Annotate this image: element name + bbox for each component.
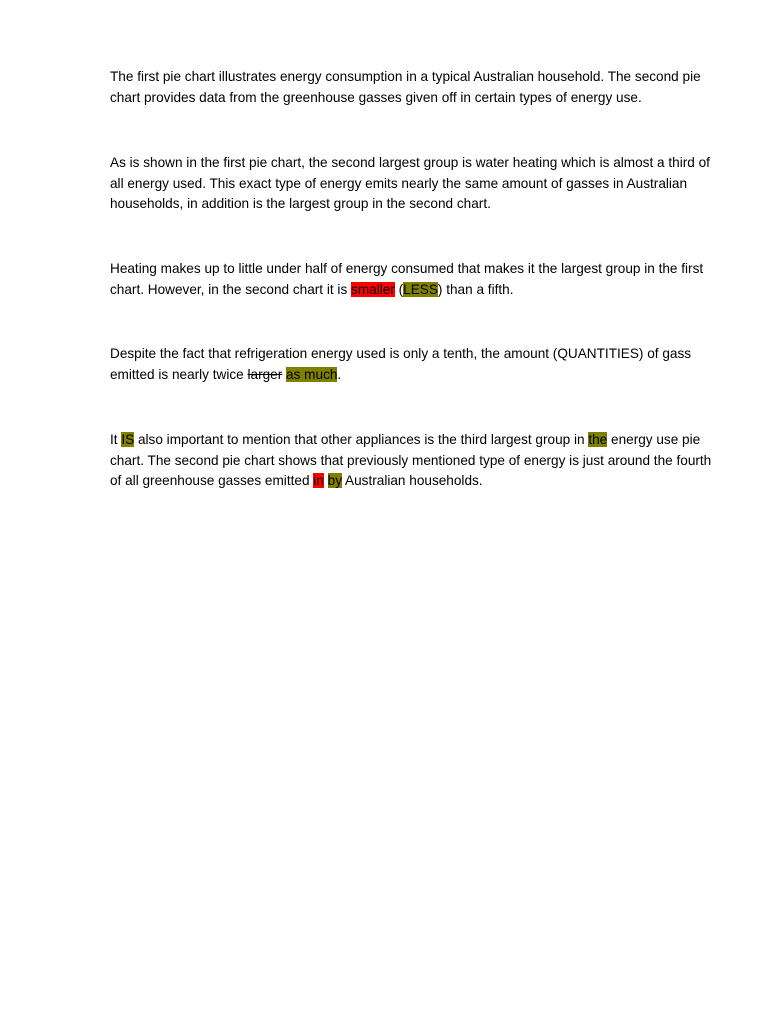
paragraph-text: The first pie chart illustrates energy consumption in a typical Australian household. The second pie chart provides data from the greenhouse gasses given off in certain types of energy use. (110, 69, 701, 105)
struck-word-larger: larger (247, 366, 283, 382)
correction-highlight-in: in (313, 473, 324, 489)
correction-highlight-less: LESS (403, 281, 438, 297)
paragraph-water-heating (110, 153, 715, 215)
paragraph-text: As is shown in the first pie chart, the second largest group is water heating which is almost a third of all energy used. This exact type of energy emits nearly the same amount of gasses in Australian households, in addition is the largest group in the second chart. (110, 155, 710, 212)
paragraph-other-appliances (110, 430, 715, 492)
paragraph-text-segment: Australian households. (342, 473, 483, 489)
paragraph-text-segment: energy use pie chart. The second pie chart shows that previously mentioned type of energy is just around the fourth of all greenhouse gasses emitted (110, 432, 712, 489)
paragraph-text-segment: ) than a fifth. (437, 281, 514, 297)
paragraph-text-segment: Despite the fact that refrigeration energy used is only a tenth, the amount (QUANTITIES) of gass emitted is nearly twice (110, 346, 692, 382)
correction-highlight-is: IS (121, 432, 135, 447)
paragraph-heating (110, 259, 715, 300)
paragraph-introduction (110, 67, 715, 108)
paragraph-refrigeration (110, 344, 715, 385)
correction-highlight-as-much: as much (286, 366, 338, 382)
correction-highlight-smaller: smaller (351, 281, 395, 297)
paragraph-text-segment: It (110, 432, 122, 447)
correction-highlight-the: the (588, 432, 608, 447)
paragraph-text-segment: also important to mention that other appliances is the third largest group in (134, 432, 589, 447)
correction-highlight-by: by (327, 473, 343, 489)
paragraph-text-segment: Heating makes up to little under half of energy consumed that makes it the largest group in the first chart. However, in the second chart it is (110, 261, 704, 297)
paragraph-text-segment: . (337, 366, 342, 382)
paragraph-text-segment: ( (394, 281, 404, 297)
